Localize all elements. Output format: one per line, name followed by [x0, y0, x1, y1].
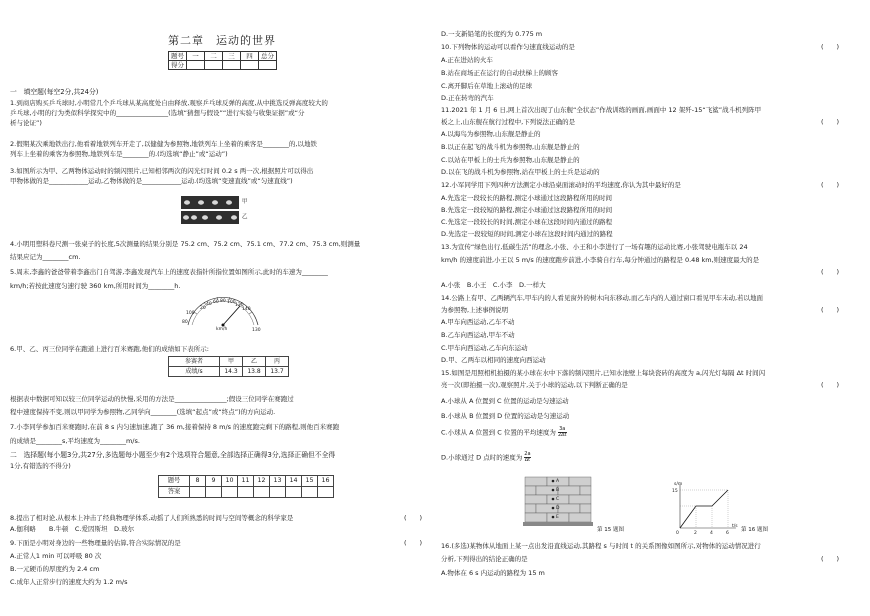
label-yi: 乙: [242, 214, 248, 220]
section2-heading-line2: 1分,有错选的不得分): [10, 462, 71, 470]
answer-cell[interactable]: [222, 487, 238, 498]
option-d-text: D.小球通过 D 点时的速度为: [441, 453, 523, 462]
question-5-line2: km/h;若按此速度匀速行驶 360 km,所用时间为________h.: [10, 282, 181, 290]
x-tick: 4: [710, 531, 713, 536]
frac-num: 3a: [559, 426, 566, 432]
race-cell: 13.7: [266, 367, 289, 377]
speed-tick: 40: [206, 302, 212, 307]
figure-15-caption: 第 15 题图: [597, 527, 624, 533]
question-11-option-d: D.以在飞的战斗机为参照物,站在甲板上的士兵是运动的: [441, 168, 600, 176]
answer-paren: ( ): [821, 43, 840, 51]
question-15-option-d: [441, 452, 531, 463]
question-14-option-a: A.甲车向西运动,乙车不动: [441, 318, 515, 326]
race-header: 参赛者: [169, 357, 220, 367]
x-tick: 2: [694, 531, 697, 536]
answer-header: 14: [286, 476, 302, 487]
score-cell: [241, 61, 259, 70]
frac-den: 2Δt: [557, 432, 567, 438]
speed-tick-left-1: 100: [186, 311, 195, 316]
speed-unit: km/h: [216, 327, 228, 332]
question-15-option-a: A.小球从 A 位置到 C 位置的运动是匀速运动: [441, 397, 569, 405]
strobe-photo-figure: [181, 196, 248, 224]
question-6: 6.甲、乙、丙三位同学在跑道上进行百米赛跑,他们的成绩如下表所示:: [10, 345, 209, 353]
question-15-option-b: B.小球从 B 位置到 D 位置的运动是匀速运动: [441, 412, 570, 420]
page-title: 第二章 运动的世界: [168, 34, 276, 47]
answer-paren: ( ): [404, 539, 423, 547]
question-15-option-c: [441, 427, 567, 438]
speed-tick: 140: [242, 307, 251, 312]
question-4-line2: 结果应记为________cm.: [10, 253, 81, 261]
question-7-line1: 7.小李同学参加百米赛跑时,在前 8 s 内匀速加速,跑了 36 m,接着保持 8 m/s 的速度跑完剩下的路程,则他百米赛跑: [10, 423, 340, 431]
question-11-line2: 板之上,山东舰在航行过程中,下列说法正确的是: [441, 118, 576, 126]
question-2-line2: 列车上坐着的乘客为参照物,地铁列车是________的.(均选填“静止”或“运动”): [10, 150, 228, 158]
strobe-photo-image: [181, 196, 239, 224]
question-14-option-b: B.乙车向西运动,甲车不动: [441, 331, 515, 339]
figure-15: [523, 475, 593, 535]
answer-cell[interactable]: [302, 487, 318, 498]
answer-header: 13: [270, 476, 286, 487]
question-9-option-a: A.正常人1 min 可以呼吸 80 次: [10, 552, 102, 560]
y-axis-label: s/m: [674, 482, 683, 487]
option-d-fraction: [524, 452, 530, 463]
figure-16-caption: 第 16 题图: [741, 527, 768, 533]
question-8: 8.提出了相对论,从根本上冲击了经典物理学体系,动摇了人们所熟悉的时间与空间等概念的科学家是: [10, 514, 294, 522]
ball-label: C: [556, 497, 560, 502]
answer-paren: ( ): [821, 268, 840, 276]
answer-header: 11: [238, 476, 254, 487]
question-13-line1: 13.为宣传“绿色出行,低碳生活”的理念,小张、小王和小李进行了一场有趣的运动比赛,小张驾驶电瓶车以 24: [441, 243, 748, 251]
option-c-fraction: [558, 427, 567, 438]
answer-cell[interactable]: [270, 487, 286, 498]
question-9-option-b: B.一元硬币的厚度约为 2.4 cm: [10, 565, 100, 573]
ball-label: A: [556, 479, 560, 484]
question-12-option-c: C.先选定一段较长的时间,测定小球在这段时间内通过的路程: [441, 218, 613, 226]
label-jia: 甲: [242, 199, 248, 205]
answer-cell[interactable]: [318, 487, 334, 498]
question-11-option-b: B.以正在起飞的战斗机为参照物,山东舰是静止的: [441, 143, 580, 151]
race-header: 甲: [220, 357, 243, 367]
frac-num: 2a: [524, 451, 531, 457]
speed-tick: 80: [220, 299, 226, 304]
answer-table: [158, 475, 334, 498]
race-cell: 成绩/s: [169, 367, 220, 377]
question-7-line2: 的成绩是________s,平均速度为________m/s.: [10, 437, 140, 445]
question-1-line3: 析与论证”): [10, 119, 42, 127]
y-tick: 15: [672, 489, 678, 494]
question-10-option-a: A.正在进站的火车: [441, 56, 493, 64]
answer-label: 答案: [159, 487, 190, 498]
score-cell: 一: [187, 52, 205, 61]
race-header: 丙: [266, 357, 289, 367]
answer-paren: ( ): [821, 306, 840, 314]
score-cell: [223, 61, 241, 70]
score-cell: 二: [205, 52, 223, 61]
question-2-line1: 2.假期某次乘地铁出行,他看着地铁列车开走了,以健健为参照物,地铁列车上坐着的乘客是________的,以地铁: [10, 140, 317, 148]
question-11-option-c: C.以站在甲板上的士兵为参照物,山东舰是静止的: [441, 156, 580, 164]
score-cell: 三: [223, 52, 241, 61]
x-axis-label: t/s: [732, 524, 738, 529]
question-10-option-b: B.站在商场正在运行的自动扶梯上的顾客: [441, 69, 559, 77]
answer-cell[interactable]: [190, 487, 206, 498]
question-16-option-a: A.物体在 6 s 内运动的路程为 15 m: [441, 569, 545, 577]
question-14-line1: 14.公路上有甲、乙两辆汽车,甲车内的人看见窗外的树木向东移动,而乙车内的人通过窗口看见甲车未动,若以地面: [441, 294, 764, 302]
question-10-option-d: D.正在转弯的汽车: [441, 94, 494, 102]
answer-header: 15: [302, 476, 318, 487]
question-16-line1: 16.(多选)某物体从地面上某一点出发沿直线运动,其路程 s 与时间 t 的关系图像如图所示,对物体的运动情况进行: [441, 542, 761, 550]
answer-cell[interactable]: [238, 487, 254, 498]
score-cell: [205, 61, 223, 70]
ball-label: B: [556, 488, 560, 493]
speed-tick-left-0: 80: [182, 320, 188, 325]
question-12-option-b: B.先选定一段较短的路程,测定小球通过这段路程所用的时间: [441, 206, 613, 214]
race-cell: 14.3: [220, 367, 243, 377]
question-5-line1: 5.周末,李鑫的爸爸带着李鑫出门自驾游,李鑫发现汽车上的速度表指针所指位置如图所示,此时的车速为________: [10, 268, 328, 276]
question-4-line1: 4.小明用塑料卷尺测一张桌子的长度,5次测量的结果分别是 75.2 cm、75.2 cm、75.1 cm、77.2 cm、75.3 cm,则测量: [10, 240, 361, 248]
right-column: [435, 0, 870, 616]
x-tick: 6: [726, 531, 729, 536]
x-tick: 0: [676, 531, 679, 536]
score-cell: [187, 61, 205, 70]
section2-heading-line1: 二 选择题(每小题3分,共27分,多选题每小题至少有2个选项符合题意,全部选择正确得3分,选择正确但不全得: [10, 451, 336, 459]
option-c-text: C.小球从 A 位置到 C 位置的平均速度为: [441, 428, 556, 437]
frac-den: Δt: [524, 457, 531, 463]
question-3-line1: 3.如图所示为甲、乙两物体运动时的频闪照片,已知相邻两次的闪光灯时间 0.2 s 两一次,根据照片可以得出: [10, 167, 314, 175]
speed-tick: 60: [213, 300, 219, 305]
section1-heading: 一 填空题(每空2分,共24分): [10, 88, 99, 96]
answer-header: 12: [254, 476, 270, 487]
score-cell: 四: [241, 52, 259, 61]
race-results-table: [168, 356, 289, 377]
answer-paren: ( ): [821, 181, 840, 189]
race-cell: 13.8: [243, 367, 266, 377]
question-16-line2: 分析,下列得出的结论正确的是: [441, 555, 528, 563]
speed-tick: 100: [227, 300, 236, 305]
answer-paren: ( ): [821, 118, 840, 126]
question-12-option-a: A.先选定一段较长的路程,测定小球通过这段路程所用的时间: [441, 194, 612, 202]
ball-label: D: [556, 506, 560, 511]
answer-paren: ( ): [821, 381, 840, 389]
ball-label: E: [556, 515, 559, 520]
score-table: [168, 51, 277, 70]
figure-16: [672, 480, 740, 538]
question-13-options: A.小张 B.小王 C.小李 D.一样大: [441, 281, 546, 289]
question-12-option-d: D.先选定一段较短的时间,测定小球在这段时间内通过的路程: [441, 230, 613, 238]
answer-header: 16: [318, 476, 334, 487]
s-t-line: [680, 490, 728, 528]
question-13-line2: km/h 的速度前进,小王以 5 m/s 的速度跑步前进,小李骑自行车,每分钟通过的路程是 0.48 km,则速度最大的是: [441, 256, 760, 264]
question-1-line2: 乒乓球,小明的行为类似科学探究中的________________(选填“猜想与假设”“进行实验与收集证据”或“分: [10, 109, 305, 117]
question-14-option-d: D.甲、乙两车以相同的速度向西运动: [441, 356, 546, 364]
question-14-line2: 为参照物,上述事例说明: [441, 306, 509, 314]
question-6b-line2: 程中速度保持不变,则以甲同学为参照物,乙同学向________(选填“起点”或“终点”)的方向运动.: [10, 408, 276, 416]
speed-max: 130: [252, 328, 261, 333]
question-8-options: A.伽利略 B.牛顿 C.爱因斯坦 D.玻尔: [10, 525, 135, 533]
score-cell: 得分: [169, 61, 187, 70]
score-cell: 总分: [259, 52, 277, 61]
question-9: 9.下面是小明对身边的一些物理量的估算,符合实际情况的是: [10, 539, 181, 547]
answer-cell[interactable]: [254, 487, 270, 498]
question-9-option-c: C.成年人正常步行的速度大约为 1.2 m/s: [10, 578, 128, 586]
question-15-line2: 亮一次(即拍摄一次),观察照片,关于小球的运动,以下判断正确的是: [441, 381, 628, 389]
answer-header: 10: [222, 476, 238, 487]
question-11-option-a: A.以海鸟为参照物,山东舰是静止的: [441, 130, 541, 138]
answer-header: 题号: [159, 476, 190, 487]
question-10-option-c: C.离开脚后在草地上滚动的足球: [441, 82, 533, 90]
question-11-line1: 11.2021 年 1 月 6 日,网上首次出现了山东舰“全状态”作战训练的画面,画面中 12 架歼-15“飞鲨”战斗机列阵甲: [441, 106, 762, 114]
answer-paren: ( ): [821, 555, 840, 563]
question-6b-line1: 根据表中数据可知以较三位同学运动的快慢,采用的方法是________________;假设三位同学在赛跑过: [10, 395, 294, 403]
question-3-line2: 甲物体做的是____________运动,乙物体做的是____________运动.(均选填“变速直线”或“匀速直线”): [10, 177, 293, 185]
speed-tick: 120: [235, 303, 244, 308]
answer-header: 8: [190, 476, 206, 487]
question-1-line1: 1.到商店购买乒乓球时,小明常几个乒乓球从某高度处自由释放,观察乒乓球反弹的高度,从中挑选反弹高度较大的: [10, 99, 328, 107]
question-15-line1: 15.如图是用照相机拍摄的某小球在水中下落的频闪照片,已知水池壁上每块瓷砖的高度为 a,闪光灯每隔 Δt 时间闪: [441, 369, 766, 377]
question-10: 10.下列物体的运动可以看作匀速直线运动的是: [441, 43, 575, 51]
question-12: 12.小军同学用下列四种方法测定小球沿桌面滚动时的平均速度,你认为其中最好的是: [441, 181, 681, 189]
answer-header: 9: [206, 476, 222, 487]
race-header: 乙: [243, 357, 266, 367]
answer-cell[interactable]: [286, 487, 302, 498]
answer-paren: ( ): [404, 514, 423, 522]
score-cell: [259, 61, 277, 70]
question-9-option-d: D.一支新铅笔的长度约为 0.775 m: [441, 30, 543, 38]
score-cell: 题号: [169, 52, 187, 61]
question-14-option-c: C.甲车向西运动,乙车向东运动: [441, 344, 528, 352]
speedometer-figure: [182, 292, 264, 332]
speed-tick: 20: [200, 306, 206, 311]
answer-cell[interactable]: [206, 487, 222, 498]
